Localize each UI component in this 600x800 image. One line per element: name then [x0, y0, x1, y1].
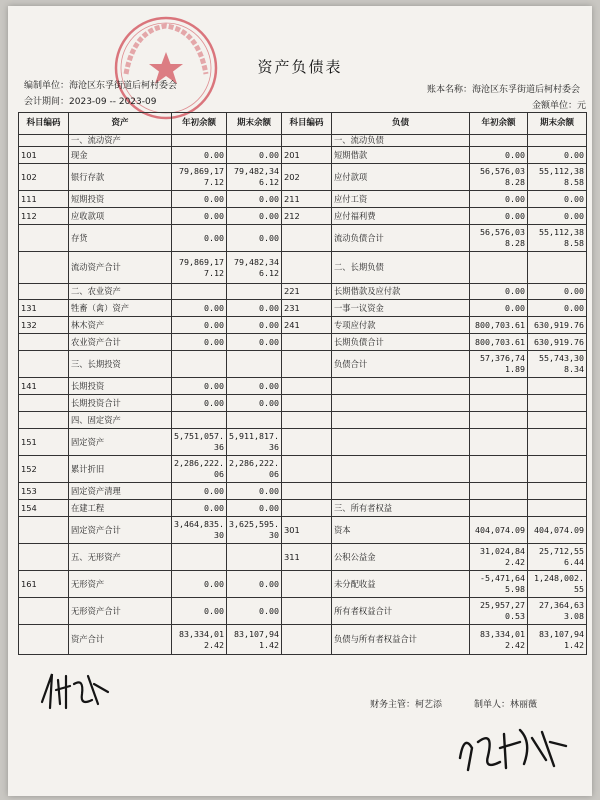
table-row [19, 500, 587, 517]
table-header-row [19, 113, 587, 135]
cell-asset-code: 102 [19, 164, 69, 191]
cell-liability-code [282, 598, 332, 625]
cell-liability-opening [470, 395, 528, 412]
cell-liability-name: 应付款项 [332, 164, 470, 191]
cell-liability-name: 未分配收益 [332, 571, 470, 598]
cell-liability-name: 一事一议资金 [332, 300, 470, 317]
unit-value: 元 [576, 101, 586, 111]
table-row [19, 483, 587, 500]
cell-asset-closing: 0.00 [227, 225, 282, 252]
cell-asset-closing: 0.00 [227, 598, 282, 625]
cell-asset-code [19, 135, 69, 147]
cell-asset-code [19, 395, 69, 412]
cell-asset-opening [172, 284, 227, 300]
cell-asset-name: 长期投资合计 [69, 395, 172, 412]
cell-asset-name: 资产合计 [69, 625, 172, 655]
table-body [19, 135, 587, 655]
cell-asset-opening: 0.00 [172, 147, 227, 164]
cell-liability-closing [528, 500, 587, 517]
cell-asset-name: 长期投资 [69, 378, 172, 395]
cell-liability-closing: 0.00 [528, 147, 587, 164]
cell-asset-opening: 0.00 [172, 334, 227, 351]
cell-liability-name: 专项应付款 [332, 317, 470, 334]
cell-asset-closing: 0.00 [227, 317, 282, 334]
cell-liability-code [282, 483, 332, 500]
cell-asset-closing: 83,107,941.42 [227, 625, 282, 655]
cell-asset-code: 154 [19, 500, 69, 517]
cell-asset-closing: 0.00 [227, 191, 282, 208]
cell-liability-name: 应付福利费 [332, 208, 470, 225]
cell-asset-opening: 0.00 [172, 483, 227, 500]
table-row [19, 456, 587, 483]
cell-liability-closing: 0.00 [528, 191, 587, 208]
cell-liability-code [282, 135, 332, 147]
period-line [24, 94, 156, 107]
handwritten-signature-finance [36, 664, 116, 716]
cell-liability-code: 311 [282, 544, 332, 571]
cell-liability-code [282, 456, 332, 483]
cell-asset-opening: 3,464,835.30 [172, 517, 227, 544]
cell-asset-name: 四、固定资产 [69, 412, 172, 429]
cell-liability-closing: 27,364,633.08 [528, 598, 587, 625]
cell-liability-opening: 31,024,842.42 [470, 544, 528, 571]
cell-liability-closing: 630,919.76 [528, 317, 587, 334]
cell-asset-name: 三、长期投资 [69, 351, 172, 378]
cell-liability-code [282, 334, 332, 351]
cell-liability-code [282, 429, 332, 456]
cell-liability-closing: 55,743,308.34 [528, 351, 587, 378]
cell-liability-name: 三、所有者权益 [332, 500, 470, 517]
cell-asset-name: 固定资产合计 [69, 517, 172, 544]
cell-asset-code [19, 284, 69, 300]
cell-liability-closing [528, 483, 587, 500]
cell-asset-code [19, 351, 69, 378]
cell-liability-opening: 404,074.09 [470, 517, 528, 544]
cell-liability-name [332, 378, 470, 395]
cell-asset-name: 短期投资 [69, 191, 172, 208]
cell-asset-name: 现金 [69, 147, 172, 164]
cell-asset-code: 153 [19, 483, 69, 500]
table-row [19, 208, 587, 225]
cell-liability-closing: 404,074.09 [528, 517, 587, 544]
cell-asset-name: 银行存款 [69, 164, 172, 191]
cell-asset-name: 在建工程 [69, 500, 172, 517]
maker-name: 林丽薇 [510, 700, 538, 710]
cell-liability-code [282, 395, 332, 412]
table-row [19, 147, 587, 164]
cell-liability-name: 应付工资 [332, 191, 470, 208]
cell-liability-closing: 1,248,002.55 [528, 571, 587, 598]
cell-liability-code [282, 225, 332, 252]
account-value: 海沧区东孚街道后柯村委会 [471, 85, 580, 95]
period-value: 2023-09 -- 2023-09 [69, 97, 157, 107]
table-row [19, 334, 587, 351]
cell-asset-code [19, 625, 69, 655]
cell-liability-name [332, 412, 470, 429]
table-row [19, 544, 587, 571]
col-header-asset-code: 科目编码 [19, 113, 69, 135]
cell-asset-closing: 79,482,346.12 [227, 252, 282, 284]
org-line [24, 78, 177, 91]
cell-liability-name [332, 456, 470, 483]
cell-asset-name: 五、无形资产 [69, 544, 172, 571]
cell-liability-code [282, 252, 332, 284]
account-line [427, 82, 580, 95]
cell-asset-code [19, 517, 69, 544]
maker-label: 制单人： [474, 700, 511, 710]
cell-asset-name: 无形资产 [69, 571, 172, 598]
unit-line [532, 98, 586, 111]
cell-asset-code: 152 [19, 456, 69, 483]
cell-liability-opening: 0.00 [470, 147, 528, 164]
cell-asset-opening: 0.00 [172, 598, 227, 625]
cell-liability-code [282, 351, 332, 378]
col-header-asset-closing: 期末余额 [227, 113, 282, 135]
cell-asset-opening [172, 544, 227, 571]
cell-liability-opening: 83,334,012.42 [470, 625, 528, 655]
cell-liability-name [332, 395, 470, 412]
cell-liability-closing [528, 378, 587, 395]
cell-liability-closing: 55,112,388.58 [528, 225, 587, 252]
cell-asset-opening: 79,869,177.12 [172, 252, 227, 284]
table-row [19, 378, 587, 395]
cell-liability-opening: -5,471,645.98 [470, 571, 528, 598]
cell-asset-name: 无形资产合计 [69, 598, 172, 625]
cell-liability-closing [528, 395, 587, 412]
cell-liability-code: 211 [282, 191, 332, 208]
cell-asset-closing [227, 284, 282, 300]
cell-liability-code: 202 [282, 164, 332, 191]
cell-liability-opening: 800,703.61 [470, 334, 528, 351]
finance-name: 柯艺添 [415, 700, 443, 710]
cell-asset-opening: 0.00 [172, 208, 227, 225]
unit-label: 金额单位： [531, 101, 577, 111]
cell-asset-closing: 0.00 [227, 147, 282, 164]
cell-liability-closing [528, 412, 587, 429]
cell-liability-name: 长期借款及应付款 [332, 284, 470, 300]
cell-liability-name: 二、长期负债 [332, 252, 470, 284]
table-row [19, 135, 587, 147]
cell-liability-code [282, 500, 332, 517]
cell-asset-code [19, 412, 69, 429]
col-header-liability-code: 科目编码 [282, 113, 332, 135]
cell-liability-code [282, 378, 332, 395]
table-row [19, 598, 587, 625]
cell-liability-closing: 0.00 [528, 284, 587, 300]
cell-liability-opening: 800,703.61 [470, 317, 528, 334]
cell-asset-closing: 3,625,595.30 [227, 517, 282, 544]
table-row [19, 395, 587, 412]
cell-asset-closing [227, 135, 282, 147]
cell-liability-opening [470, 252, 528, 284]
cell-liability-opening: 25,957,270.53 [470, 598, 528, 625]
cell-asset-name: 二、农业资产 [69, 284, 172, 300]
cell-asset-opening [172, 135, 227, 147]
cell-liability-opening: 56,576,038.28 [470, 164, 528, 191]
cell-liability-closing: 83,107,941.42 [528, 625, 587, 655]
cell-asset-opening: 5,751,057.36 [172, 429, 227, 456]
cell-asset-closing: 0.00 [227, 571, 282, 598]
cell-liability-name: 一、流动负债 [332, 135, 470, 147]
account-label: 账本名称： [426, 85, 472, 95]
cell-liability-closing [528, 135, 587, 147]
finance-supervisor [370, 697, 442, 710]
cell-asset-opening: 0.00 [172, 395, 227, 412]
cell-asset-name: 累计折旧 [69, 456, 172, 483]
cell-asset-name: 农业资产合计 [69, 334, 172, 351]
cell-asset-code: 161 [19, 571, 69, 598]
table-row [19, 517, 587, 544]
cell-asset-opening: 0.00 [172, 378, 227, 395]
cell-liability-name: 资本 [332, 517, 470, 544]
cell-asset-name: 一、流动资产 [69, 135, 172, 147]
cell-liability-opening: 0.00 [470, 208, 528, 225]
org-value: 海沧区东孚街道后柯村委会 [69, 81, 178, 91]
cell-liability-name: 公积公益金 [332, 544, 470, 571]
cell-asset-opening: 0.00 [172, 225, 227, 252]
cell-asset-name: 林木资产 [69, 317, 172, 334]
table-row [19, 300, 587, 317]
cell-asset-opening: 79,869,177.12 [172, 164, 227, 191]
cell-asset-code: 112 [19, 208, 69, 225]
cell-asset-closing: 0.00 [227, 395, 282, 412]
cell-liability-opening [470, 378, 528, 395]
cell-asset-closing [227, 544, 282, 571]
cell-liability-code: 241 [282, 317, 332, 334]
cell-asset-code [19, 544, 69, 571]
cell-liability-name: 所有者权益合计 [332, 598, 470, 625]
cell-liability-code: 201 [282, 147, 332, 164]
col-header-asset: 资产 [69, 113, 172, 135]
cell-asset-code [19, 334, 69, 351]
cell-asset-name: 固定资产清理 [69, 483, 172, 500]
cell-asset-opening: 0.00 [172, 191, 227, 208]
table-row [19, 225, 587, 252]
cell-liability-code [282, 625, 332, 655]
table-row [19, 625, 587, 655]
cell-liability-name [332, 429, 470, 456]
cell-asset-code: 101 [19, 147, 69, 164]
cell-asset-code [19, 225, 69, 252]
cell-liability-opening: 56,576,038.28 [470, 225, 528, 252]
balance-sheet-table [18, 112, 587, 655]
preparer [474, 697, 537, 710]
cell-asset-closing: 0.00 [227, 300, 282, 317]
finance-label: 财务主管： [370, 700, 416, 710]
table-row [19, 429, 587, 456]
cell-asset-name: 流动资产合计 [69, 252, 172, 284]
handwritten-signature-preparer [454, 712, 572, 778]
cell-asset-closing [227, 351, 282, 378]
cell-asset-opening [172, 351, 227, 378]
cell-asset-code: 131 [19, 300, 69, 317]
cell-asset-opening: 0.00 [172, 571, 227, 598]
cell-liability-closing: 55,112,388.58 [528, 164, 587, 191]
cell-liability-code: 301 [282, 517, 332, 544]
table-row [19, 252, 587, 284]
cell-liability-opening: 0.00 [470, 300, 528, 317]
cell-liability-name: 长期负债合计 [332, 334, 470, 351]
cell-liability-code [282, 412, 332, 429]
cell-liability-closing: 630,919.76 [528, 334, 587, 351]
cell-asset-closing: 0.00 [227, 208, 282, 225]
cell-liability-name: 流动负债合计 [332, 225, 470, 252]
cell-liability-opening: 0.00 [470, 191, 528, 208]
table-row [19, 191, 587, 208]
cell-liability-closing [528, 252, 587, 284]
cell-asset-closing: 2,286,222.06 [227, 456, 282, 483]
table-row [19, 351, 587, 378]
cell-asset-opening [172, 412, 227, 429]
cell-liability-opening: 57,376,741.89 [470, 351, 528, 378]
org-label: 编制单位： [24, 81, 70, 91]
cell-asset-opening: 0.00 [172, 317, 227, 334]
cell-asset-name: 应收款项 [69, 208, 172, 225]
cell-asset-closing [227, 412, 282, 429]
cell-asset-code: 132 [19, 317, 69, 334]
cell-asset-closing: 5,911,817.36 [227, 429, 282, 456]
cell-asset-closing: 0.00 [227, 334, 282, 351]
table-row [19, 164, 587, 191]
cell-asset-code [19, 252, 69, 284]
cell-liability-opening [470, 456, 528, 483]
cell-asset-opening: 0.00 [172, 300, 227, 317]
cell-liability-code: 221 [282, 284, 332, 300]
table-row [19, 571, 587, 598]
cell-liability-closing: 25,712,556.44 [528, 544, 587, 571]
col-header-liability-closing: 期末余额 [528, 113, 587, 135]
cell-liability-closing: 0.00 [528, 208, 587, 225]
cell-asset-closing: 79,482,346.12 [227, 164, 282, 191]
cell-liability-opening: 0.00 [470, 284, 528, 300]
cell-asset-closing: 0.00 [227, 483, 282, 500]
cell-liability-name: 负债与所有者权益合计 [332, 625, 470, 655]
cell-liability-code: 231 [282, 300, 332, 317]
cell-liability-opening [470, 429, 528, 456]
cell-liability-name: 短期借款 [332, 147, 470, 164]
table-row [19, 317, 587, 334]
cell-asset-closing: 0.00 [227, 378, 282, 395]
table-row [19, 412, 587, 429]
cell-asset-opening: 83,334,012.42 [172, 625, 227, 655]
cell-liability-opening [470, 135, 528, 147]
cell-asset-closing: 0.00 [227, 500, 282, 517]
cell-liability-closing [528, 429, 587, 456]
cell-liability-opening [470, 500, 528, 517]
col-header-asset-opening: 年初余额 [172, 113, 227, 135]
cell-asset-name: 固定资产 [69, 429, 172, 456]
cell-asset-opening: 2,286,222.06 [172, 456, 227, 483]
cell-liability-opening [470, 412, 528, 429]
period-label: 会计期间： [24, 97, 70, 107]
cell-liability-closing [528, 456, 587, 483]
cell-asset-code: 111 [19, 191, 69, 208]
cell-asset-name: 牲畜（禽）资产 [69, 300, 172, 317]
col-header-liability: 负债 [332, 113, 470, 135]
cell-asset-code [19, 598, 69, 625]
cell-asset-code: 151 [19, 429, 69, 456]
cell-liability-name: 负债合计 [332, 351, 470, 378]
cell-asset-name: 存货 [69, 225, 172, 252]
cell-asset-opening: 0.00 [172, 500, 227, 517]
cell-liability-opening [470, 483, 528, 500]
cell-asset-code: 141 [19, 378, 69, 395]
cell-liability-name [332, 483, 470, 500]
table-row [19, 284, 587, 300]
cell-liability-code [282, 571, 332, 598]
cell-liability-closing: 0.00 [528, 300, 587, 317]
page-title: 资产负债表 [257, 58, 343, 76]
cell-liability-code: 212 [282, 208, 332, 225]
col-header-liability-opening: 年初余额 [470, 113, 528, 135]
